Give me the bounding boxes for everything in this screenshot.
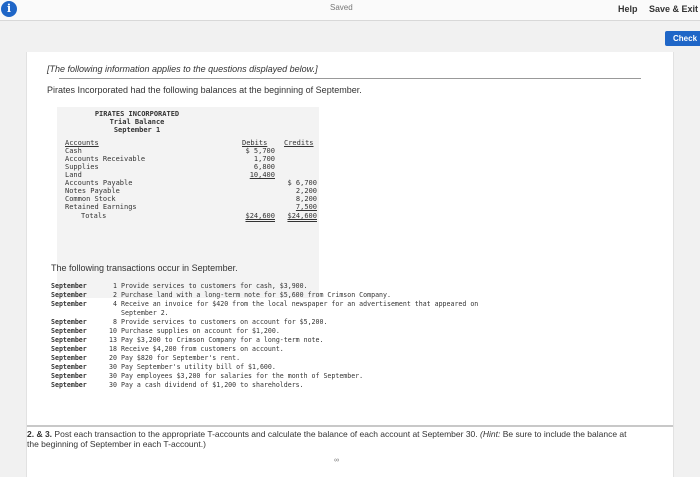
transaction-month: September: [51, 327, 87, 335]
check-button[interactable]: Check: [665, 31, 700, 46]
transaction-text: Purchase supplies on account for $1,200.: [121, 327, 280, 335]
question-number: 2. & 3.: [27, 429, 53, 439]
balances-text: Pirates Incorporated had the following balances at the beginning of September.: [47, 85, 362, 95]
save-exit-button[interactable]: Save & Exit: [649, 4, 699, 14]
intro-divider: [59, 78, 641, 79]
transaction-row: [51, 345, 478, 354]
transaction-text: Pay $820 for September's rent.: [121, 354, 241, 362]
hint-text: Be sure to include the balance at the beginning of September in each T-account.): [27, 429, 627, 449]
question-text: Post each transaction to the appropriate T-accounts and calculate the balance of each account at September 30.: [54, 429, 478, 439]
transaction-month: September: [51, 372, 87, 380]
transaction-text: Pay employees $3,200 for salaries for the month of September.: [121, 372, 364, 380]
transaction-row: [51, 291, 478, 300]
tb-row-account: Notes Payable: [65, 187, 120, 195]
transaction-day: 10: [109, 327, 117, 335]
transaction-text: Receive $4,200 from customers on account.: [121, 345, 284, 353]
tb-row-account: Cash: [65, 147, 82, 155]
transaction-row: [51, 363, 478, 372]
tb-header-accounts: Accounts: [65, 139, 99, 147]
tb-row-debit: 6,800: [253, 163, 275, 171]
tb-row-credit: 8,200: [295, 195, 317, 203]
tb-company: PIRATES INCORPORATED: [94, 110, 180, 118]
tb-row-debit: 1,700: [253, 155, 275, 163]
tb-row-debit: 10,400: [249, 171, 275, 179]
transaction-day: 4: [113, 300, 117, 308]
saved-status: Saved: [330, 3, 353, 12]
section-divider: [27, 425, 673, 427]
tb-totals-credit: $24,600: [287, 212, 317, 220]
transaction-month: September: [51, 282, 87, 290]
transaction-text: September 2.: [121, 309, 169, 317]
transaction-row: [51, 336, 478, 345]
transaction-text: Pay September's utility bill of $1,600.: [121, 363, 276, 371]
tb-row-debit: $ 5,700: [245, 147, 275, 155]
question-prompt: [27, 429, 627, 449]
transaction-text: Receive an invoice for $420 from the local newspaper for an advertisement that appeared on: [121, 300, 479, 308]
tb-row-account: Accounts Receivable: [65, 155, 146, 163]
tb-title: Trial Balance: [109, 118, 165, 126]
transaction-month: September: [51, 345, 87, 353]
transaction-text: Provide services to customers on account for $5,200.: [121, 318, 328, 326]
transactions-list: [51, 282, 478, 390]
tb-row-account: Accounts Payable: [65, 179, 133, 187]
transaction-day: 20: [109, 354, 117, 362]
transaction-month: September: [51, 354, 87, 362]
transaction-month: September: [51, 336, 87, 344]
transaction-month: September: [51, 291, 87, 299]
transactions-heading: The following transactions occur in September.: [51, 263, 238, 273]
tb-row-account: Supplies: [65, 163, 99, 171]
transaction-month: September: [51, 381, 87, 389]
tb-row-credit: 7,500: [295, 203, 317, 211]
transaction-month: September: [51, 318, 87, 326]
transaction-text: Pay $3,200 to Crimson Company for a long-term note.: [121, 336, 324, 344]
intro-text: [The following information applies to the questions displayed below.]: [47, 64, 318, 74]
tb-header-debits: Debits: [242, 139, 268, 147]
tb-totals-debit: $24,600: [245, 212, 275, 220]
info-icon[interactable]: i: [1, 1, 17, 17]
transaction-day: 1: [113, 282, 117, 290]
link-icon[interactable]: ∞: [334, 457, 339, 464]
transaction-month: September: [51, 300, 87, 308]
transaction-row: [51, 300, 478, 309]
transaction-day: 8: [113, 318, 117, 326]
tb-header-credits: Credits: [284, 139, 314, 147]
hint-label: (Hint:: [480, 429, 501, 439]
transaction-day: 18: [109, 345, 117, 353]
tb-row-credit: 2,200: [295, 187, 317, 195]
transaction-row: [51, 372, 478, 381]
tb-row-account: Retained Earnings: [65, 203, 137, 211]
transaction-day: 30: [109, 363, 117, 371]
transaction-month: September: [51, 363, 87, 371]
question-card: [26, 52, 674, 477]
transaction-text: Purchase land with a long-term note for $5,600 from Crimson Company.: [121, 291, 391, 299]
tb-row-account: Land: [65, 171, 82, 179]
tb-row-credit: $ 6,700: [287, 179, 317, 187]
transaction-day: 30: [109, 372, 117, 380]
tb-row-account: Common Stock: [65, 195, 116, 203]
transaction-text: Pay a cash dividend of $1,200 to shareholders.: [121, 381, 304, 389]
transaction-row: [51, 318, 478, 327]
transaction-row: [51, 327, 478, 336]
transaction-row: [51, 354, 478, 363]
tb-date: September 1: [113, 126, 161, 134]
help-button[interactable]: Help: [618, 4, 638, 14]
transaction-text: Provide services to customers for cash, $3,900.: [121, 282, 308, 290]
tb-totals-label: Totals: [81, 212, 107, 220]
transaction-row-continued: [51, 309, 478, 318]
top-bar: [0, 0, 700, 21]
transaction-row: [51, 282, 478, 291]
transaction-day: 30: [109, 381, 117, 389]
transaction-row: [51, 381, 478, 390]
transaction-day: 13: [109, 336, 117, 344]
transaction-day: 2: [113, 291, 117, 299]
